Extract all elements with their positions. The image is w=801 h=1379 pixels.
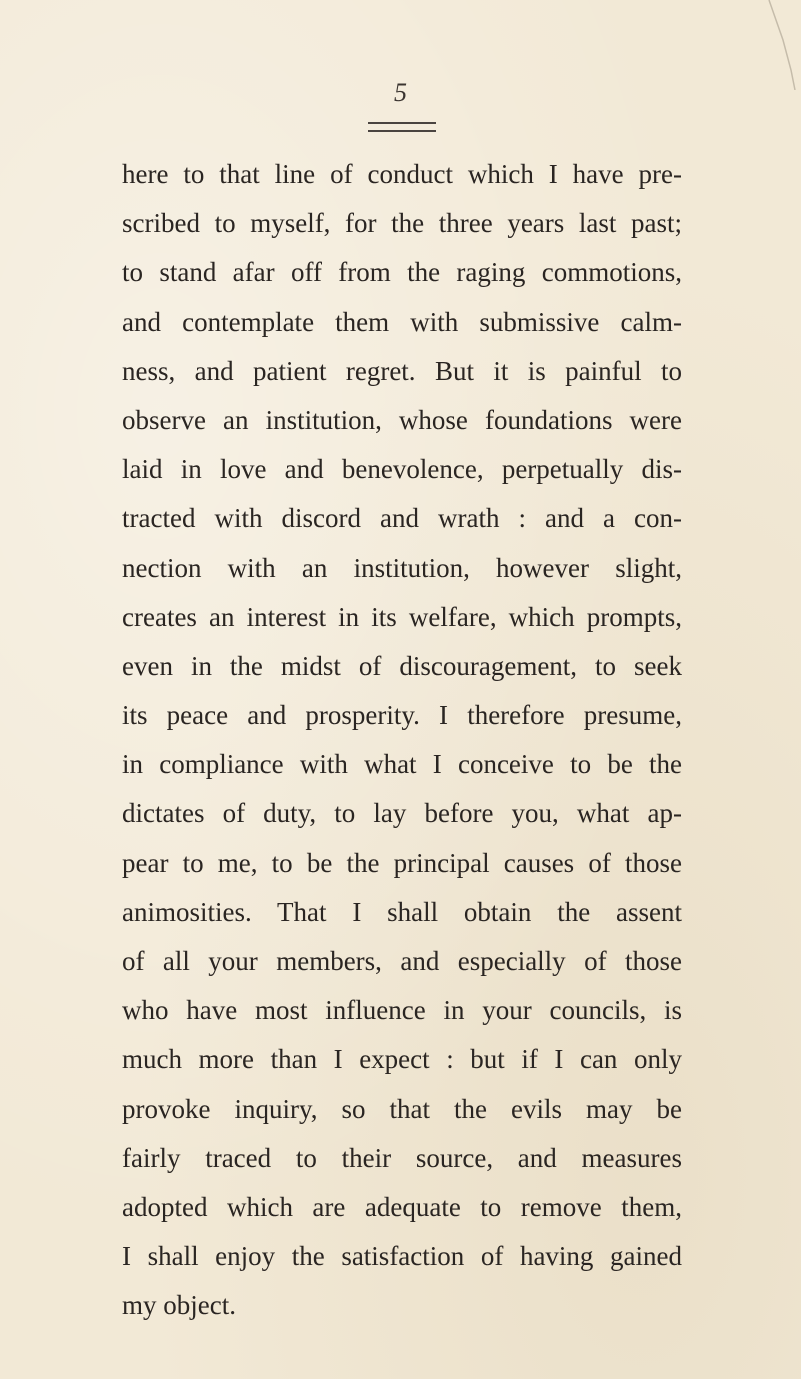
text-line: much more than I expect : but if I can only: [122, 1044, 682, 1075]
page-number: 5: [394, 78, 407, 107]
header-ornament-rule: [368, 122, 436, 132]
text-line: and contemplate them with submissive calm-: [122, 306, 682, 337]
text-line: animosities. That I shall obtain the assent: [122, 896, 682, 927]
text-line: tracted with discord and wrath : and a con-: [122, 503, 682, 534]
page-edge-mark: [761, 0, 801, 90]
text-line: pear to me, to be the principal causes of those: [122, 847, 682, 878]
text-line: laid in love and benevolence, perpetually dis-: [122, 454, 682, 485]
text-line: dictates of duty, to lay before you, what ap-: [122, 798, 682, 829]
text-line: creates an interest in its welfare, which prompts,: [122, 601, 682, 632]
text-line: adopted which are adequate to remove them,: [122, 1191, 682, 1222]
text-line-last: my object.: [122, 1290, 236, 1321]
text-line: scribed to myself, for the three years last past;: [122, 208, 682, 239]
text-line: of all your members, and especially of those: [122, 946, 682, 976]
text-line: even in the midst of discouragement, to seek: [122, 650, 682, 681]
text-line: in compliance with what I conceive to be the: [122, 749, 682, 780]
text-line: here to that line of conduct which I have pre-: [122, 159, 682, 189]
body-text: [122, 150, 682, 1331]
text-line: to stand afar off from the raging commotions,: [122, 257, 682, 288]
text-line: its peace and prosperity. I therefore presume,: [122, 700, 682, 731]
text-line: fairly traced to their source, and measures: [122, 1142, 682, 1173]
text-line: ness, and patient regret. But it is painful to: [122, 355, 682, 386]
text-line: provoke inquiry, so that the evils may be: [122, 1093, 682, 1124]
text-line: observe an institution, whose foundations were: [122, 404, 682, 435]
text-line: nection with an institution, however slight,: [122, 552, 682, 583]
text-line: I shall enjoy the satisfaction of having gained: [122, 1241, 682, 1272]
text-line: who have most influence in your councils, is: [122, 995, 682, 1026]
